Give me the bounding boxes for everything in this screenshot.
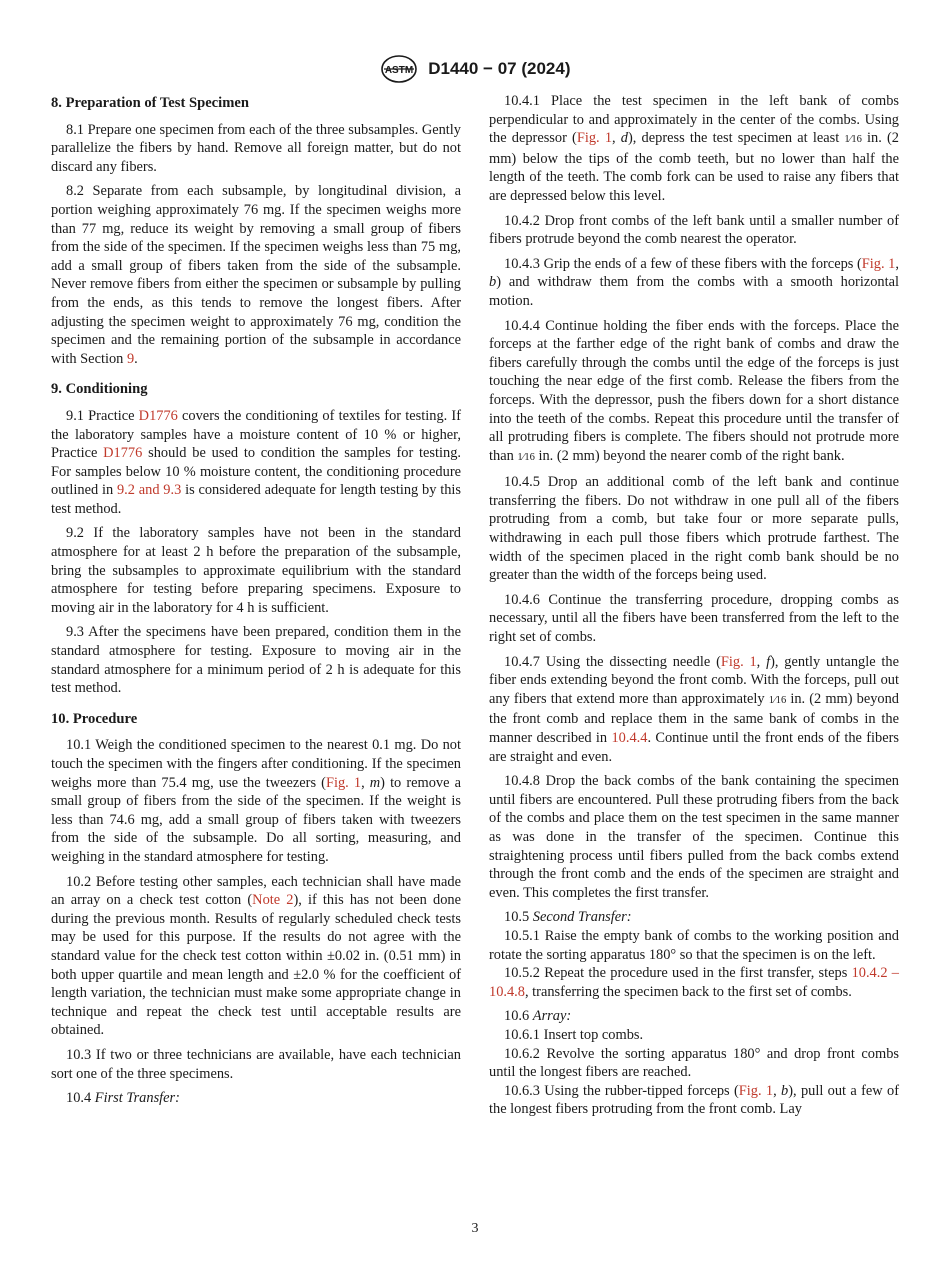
- fig-1-link[interactable]: Fig. 1: [576, 130, 613, 147]
- note-2-link[interactable]: Note 2: [252, 892, 294, 909]
- right-column: [489, 92, 899, 1119]
- section-10-heading: 10. Procedure: [51, 710, 138, 727]
- fig-1-link[interactable]: Fig. 1: [720, 653, 757, 670]
- para-10-6-2: 10.6.2 Revolve the sorting apparatus 180° and drop front combs until the longest fibers are reached.: [489, 1045, 899, 1081]
- para-10-5-2: 10.5.2 Repeat the procedure used in the first transfer, steps 10.4.2 – 10.4.8, transferring the specimen back to the first set of combs.: [489, 965, 899, 1000]
- para-10-4-1: 10.4.1 Place the test specimen in the left bank of combs perpendicular to and approximately in the center of the combs. Using the depressor (Fig. 1, d), depress the test specimen at least 1⁄16 in. (2 mm) below the tips of the comb teeth, but no lower than half the length of the teeth. The comb fork can be used to raise any fibers that are depressed below this level.: [489, 93, 899, 204]
- para-10-4-8: 10.4.8 Drop the back combs of the bank containing the specimen until fibers are encountered. Pull these protruding fibers from the back of the combs and place them on the test specimen in the same manner as was done in the transfer of the specimen. Continue this straightening process until fibers pulled from the back combs extend through the front comb and the ends of the specimen are straight and even. This completes the first transfer.: [489, 773, 899, 901]
- para-10-5-1: 10.5.1 Raise the empty bank of combs to the working position and rotate the sorting apparatus 180° so that the specimen is on the left.: [489, 927, 899, 963]
- para-10-4: 10.4 First Transfer:: [66, 1090, 180, 1107]
- para-10-6: 10.6 Array:: [504, 1008, 572, 1025]
- para-10-3: 10.3 If two or three technicians are available, have each technician sort one of the three specimens.: [51, 1046, 461, 1082]
- para-9-2: 9.2 If the laboratory samples have not been in the standard atmosphere for at least 2 h before the preparation of the subsample, bring the subsamples to approximate equilibrium with the standard atmosphere for testing before preparing specimens. Exposure to moving air in the laboratory for 4 h is sufficient.: [51, 525, 461, 616]
- fig-1-link[interactable]: Fig. 1: [325, 774, 362, 791]
- left-column: [51, 92, 461, 1114]
- para-10-4-5: 10.4.5 Drop an additional comb of the left bank and continue transferring the fibers. Do not withdraw in one pull all of the fibers protruding from a comb, but take four or more separate pulls, withdrawing in each pull those fibers which protrude farthest. The width of the specimen placed in the right comb bank should be no greater than the width of the forceps being used.: [489, 474, 899, 584]
- para-10-4-3: 10.4.3 Grip the ends of a few of these fibers with the forceps (Fig. 1, b) and withdraw them from the combs with a smooth horizontal motion.: [489, 255, 899, 309]
- page-number: 3: [471, 1221, 479, 1236]
- para-9-3: 9.3 After the specimens have been prepared, condition them in the standard atmosphere for testing. Exposure to moving air in the standard atmosphere for a minimum period of 2 h is adequate for this test method.: [51, 624, 461, 697]
- standard-designation: D1440 − 07 (2024): [428, 59, 571, 78]
- para-9-1: 9.1 Practice D1776 covers the conditioning of textiles for testing. If the laboratory samples have a moisture content of 10 % or higher, Practice D1776 should be used to condition the samples for testing. For samples below 10 % moisture content, the conditioning procedure outlined in 9.2 and 9.3 is considered adequate for length testing by this test method.: [51, 407, 461, 517]
- steps-10-4-2-10-4-8-link[interactable]: 10.4.2 – 10.4.8: [489, 965, 899, 1000]
- d1776-link[interactable]: D1776: [138, 407, 178, 424]
- d1776-link[interactable]: D1776: [103, 445, 143, 462]
- para-10-4-7: 10.4.7 Using the dissecting needle (Fig. 1, f), gently untangle the fiber ends extending beyond the front comb. With the forceps, pull out any fibers that extend more than approximately 1⁄16 in. (2 mm) beyond the front comb and replace them in the same bank of combs in the manner described in 10.4.4. Continue until the front ends of the fibers are straight and even.: [489, 653, 900, 765]
- para-8-1: 8.1 Prepare one specimen from each of the three subsamples. Gently parallelize the fibers by hand. Remove all foreign matter, but do not discard any fibers.: [51, 121, 461, 175]
- svg-text:ASTM: ASTM: [384, 65, 413, 76]
- para-8-2: 8.2 Separate from each subsample, by longitudinal division, a portion weighing approximately 76 mg. If the specimen weighs more than 77 mg, reduce its weight by removing a small group of fibers from the side of the specimen. If the specimen weighs less than 75 mg, add a small group of fibers taken from the side of the subsample. Never remove fibers from either the specimen or subsample by pulling from the ends, as this tends to remove the longest fibers. After adjusting the specimen weight to approximately 76 mg, condition the specimen and the remaining portion of the subsample in accordance with Section 9.: [51, 183, 461, 367]
- section-8-heading: 8. Preparation of Test Specimen: [51, 95, 249, 111]
- para-10-2: 10.2 Before testing other samples, each technician shall have made an array on a check test cotton (Note 2), if this has not been done during the previous month. Results of regularly scheduled check tests may be used for this purpose. If the results do not agree with the standard value for the check test cotton within ±0.02 in. (0.51 mm) in both upper quartile and mean length and ±2.0 % for the coefficient of length variation, the technician must make some appropriate change in technique and repeat the check test until acceptable results are obtained.: [51, 873, 461, 1039]
- fig-1-link[interactable]: Fig. 1: [738, 1082, 774, 1099]
- section-10-4-4-link[interactable]: 10.4.4: [611, 730, 648, 746]
- para-10-4-4: 10.4.4 Continue holding the fiber ends with the forceps. Place the forceps at the farther edge of the right bank of combs and draw the fibers carefully through the combs until the edge of the forceps is just touching the near edge of the first comb. Release the fibers from the forceps. With the depressor, push the fibers down for a short distance into the teeth of the combs. Repeat this procedure until the transfer of all protruding fibers is complete. The fibers should not protrude more than 1⁄16 in. (2 mm) beyond the nearer comb of the right bank.: [489, 317, 899, 464]
- section-9-2-9-3-link[interactable]: 9.2 and 9.3: [116, 482, 182, 499]
- fig-1-link[interactable]: Fig. 1: [861, 255, 896, 272]
- para-10-6-1: 10.6.1 Insert top combs.: [504, 1026, 644, 1043]
- para-10-1: 10.1 Weigh the conditioned specimen to the nearest 0.1 mg. Do not touch the specimen with the fingers after conditioning. If the specimen weighs more than 75.4 mg, use the tweezers (Fig. 1, m) to remove a small group of fibers from the side of the specimen. If the weight is less than 74.6 mg, add a small group of fibers taken with tweezers from the side of the subsample. Do all sorting, measuring, and weighing in the standard atmosphere for testing.: [51, 737, 461, 865]
- para-10-6-3: 10.6.3 Using the rubber-tipped forceps (Fig. 1, b), pull out a few of the longest fibers protruding from the front comb. Lay: [489, 1082, 899, 1118]
- section-9-heading: 9. Conditioning: [51, 381, 148, 398]
- section-9-link[interactable]: 9: [126, 350, 135, 367]
- para-10-4-6: 10.4.6 Continue the transferring procedure, dropping combs as necessary, until all the fibers have been transferred from the left to the right set of combs.: [489, 591, 899, 646]
- astm-logo-icon: [380, 54, 418, 84]
- para-10-4-2: 10.4.2 Drop front combs of the left bank until a smaller number of fibers protrude beyond the comb nearest the operator.: [489, 212, 899, 248]
- page-header: [0, 54, 950, 84]
- para-10-5: 10.5 Second Transfer:: [504, 909, 632, 926]
